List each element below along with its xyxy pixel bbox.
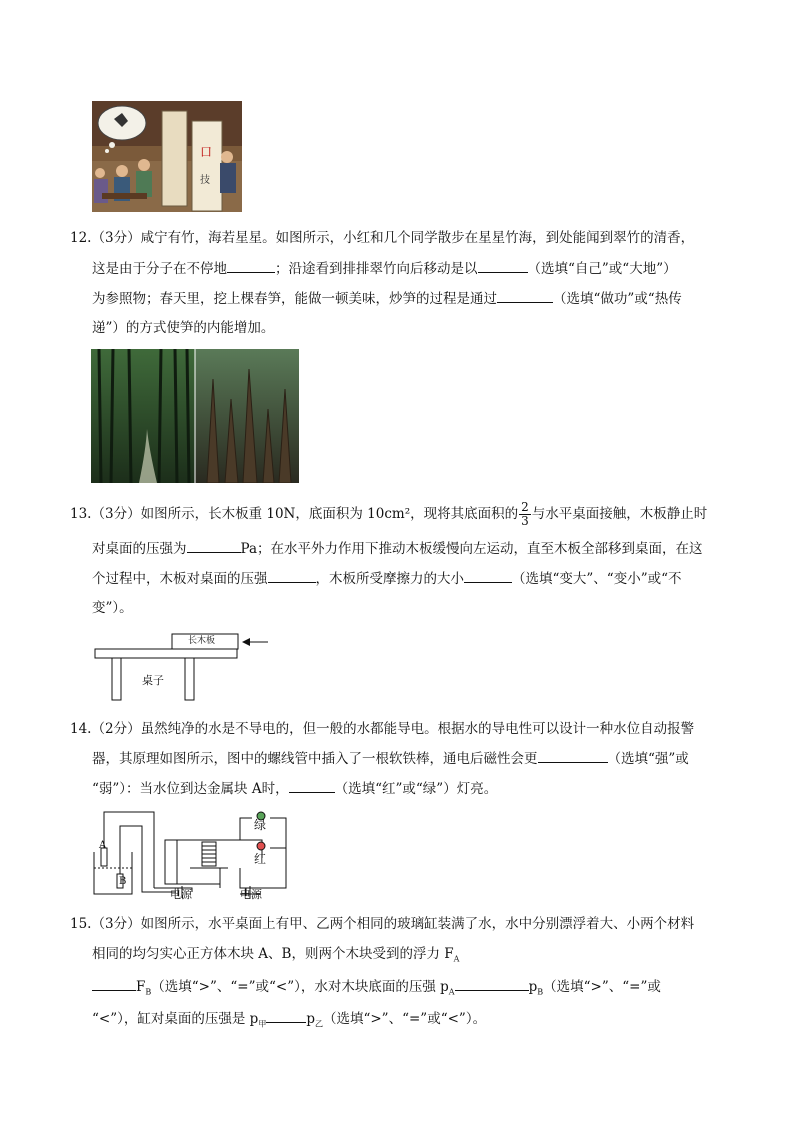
subscript: A — [453, 954, 460, 964]
q13-line-2 — [92, 538, 703, 559]
label-red-lamp: 红 — [254, 852, 267, 866]
kouji-illustration — [92, 101, 242, 212]
table-label: 桌子 — [142, 674, 164, 687]
q15-text: p — [306, 1011, 315, 1027]
board-table-diagram — [90, 632, 275, 704]
q15-line-1 — [70, 914, 694, 934]
q13-line-4 — [92, 598, 133, 618]
q15-text: （选填“>”、“=”或 — [543, 979, 661, 995]
question-score: （2分） — [91, 721, 141, 737]
q14-text: 器，其原理如图所示，图中的螺线管中插入了一根软铁棒，通电后磁性会更 — [92, 751, 538, 767]
answer-blank[interactable] — [227, 258, 275, 273]
q15-line-3 — [92, 976, 661, 1003]
q15-line-2 — [92, 944, 459, 970]
q15-text: F — [136, 979, 146, 995]
q14-line-2 — [92, 748, 689, 769]
q13-text: （选填“变大”、“变小”或“不 — [512, 571, 682, 587]
q15-text: p — [528, 979, 538, 995]
board-label: 长木板 — [188, 636, 216, 646]
question-number: 15. — [70, 916, 92, 932]
q15-text: “<”），缸对桌面的压强是 p — [92, 1011, 259, 1027]
q12-line-3 — [92, 288, 682, 309]
q13-line-1 — [70, 501, 707, 528]
q15-line-4 — [92, 1008, 486, 1035]
answer-blank[interactable] — [289, 778, 335, 793]
question-score: （3分） — [91, 506, 141, 522]
q15-text: （选填“>”、“=”或“<”），水对木块底面的压强 p — [151, 979, 449, 995]
q14-text: “弱”）：当水位到达金属块 A时， — [92, 781, 289, 797]
q12-text: 咸宁有竹，海若星星。如图所示，小红和几个同学散步在星星竹海，到处能闻到翠竹的清香， — [140, 230, 695, 246]
answer-blank[interactable] — [455, 976, 529, 991]
q14-text: （选填“红”或“绿”）灯亮。 — [334, 781, 498, 797]
svg-text:口: 口 — [200, 145, 213, 159]
question-number: 14. — [70, 721, 92, 737]
q13-line-3 — [92, 568, 682, 589]
q13-text: 如图所示，长木板重 10N，底面积为 10cm²，现将其底面积的 — [140, 506, 519, 522]
q15-text: 相同的均匀实心正方体木块 A、B，则两个木块受到的浮力 F — [92, 946, 454, 962]
q13-text: 个过程中，木板对桌面的压强 — [92, 571, 268, 587]
answer-blank[interactable] — [92, 976, 136, 991]
q13-text: ，木板所受摩擦力的大小 — [315, 571, 464, 587]
q12-text: （选填“自己”或“大地”） — [527, 261, 677, 277]
svg-text:技: 技 — [200, 175, 210, 186]
q12-text: ；沿途看到排排翠竹向后移动是以 — [275, 261, 478, 277]
q14-text: （选填“强”或 — [607, 751, 689, 767]
question-score: （3分） — [91, 230, 141, 246]
fraction-denominator: 3 — [521, 514, 529, 528]
label-a: A — [99, 840, 107, 851]
q12-text: 这是由于分子在不停地 — [92, 261, 227, 277]
fraction — [519, 501, 531, 528]
subscript: 乙 — [314, 1019, 323, 1029]
question-number: 13. — [70, 506, 92, 522]
q15-text: 如图所示，水平桌面上有甲、乙两个相同的玻璃缸装满了水，水中分别漂浮着大、小两个材料 — [140, 916, 695, 932]
q12-text: 为参照物；春天里，挖上棵春笋，能做一顿美味，炒笋的过程是通过 — [92, 291, 497, 307]
answer-blank[interactable] — [478, 258, 528, 273]
fraction-numerator: 2 — [521, 500, 529, 514]
answer-blank[interactable] — [497, 288, 553, 303]
label-power-2: 电源 — [240, 888, 262, 901]
answer-blank[interactable] — [187, 538, 241, 553]
q13-text: Pa；在水平外力作用下推动木板缓慢向左运动，直至木板全部移到桌面，在这 — [240, 541, 703, 557]
bamboo-photo — [91, 349, 299, 483]
answer-blank[interactable] — [266, 1008, 306, 1023]
q14-text: 虽然纯净的水是不导电的，但一般的水都能导电。根据水的导电性可以设计一种水位自动报警 — [140, 721, 695, 737]
q14-line-1 — [70, 719, 694, 739]
q13-text: 与水平桌面接触，木板静止时 — [531, 506, 708, 522]
label-green-lamp: 绿 — [254, 818, 267, 832]
label-b: B — [119, 876, 127, 887]
q12-text: （选填“做功”或“热传 — [553, 291, 682, 307]
question-number: 12. — [70, 230, 92, 246]
water-alarm-circuit — [90, 808, 300, 903]
subscript: B — [145, 987, 152, 997]
answer-blank[interactable] — [538, 748, 608, 763]
q12-line-1 — [70, 228, 694, 248]
question-score: （3分） — [91, 916, 141, 932]
subscript: A — [448, 987, 455, 997]
subscript: B — [537, 987, 544, 997]
q12-line-4 — [92, 318, 274, 338]
q14-line-3 — [92, 778, 497, 799]
q15-text: （选填“>”、“=”或“<”）。 — [322, 1011, 487, 1027]
answer-blank[interactable] — [464, 568, 512, 583]
q13-text: 变”）。 — [92, 600, 133, 616]
answer-blank[interactable] — [268, 568, 316, 583]
label-power-1: 电源 — [170, 888, 192, 901]
q13-text: 对桌面的压强为 — [92, 541, 187, 557]
subscript: 甲 — [258, 1019, 267, 1029]
q12-line-2 — [92, 258, 677, 279]
q12-text: 递”）的方式使笋的内能增加。 — [92, 320, 275, 336]
